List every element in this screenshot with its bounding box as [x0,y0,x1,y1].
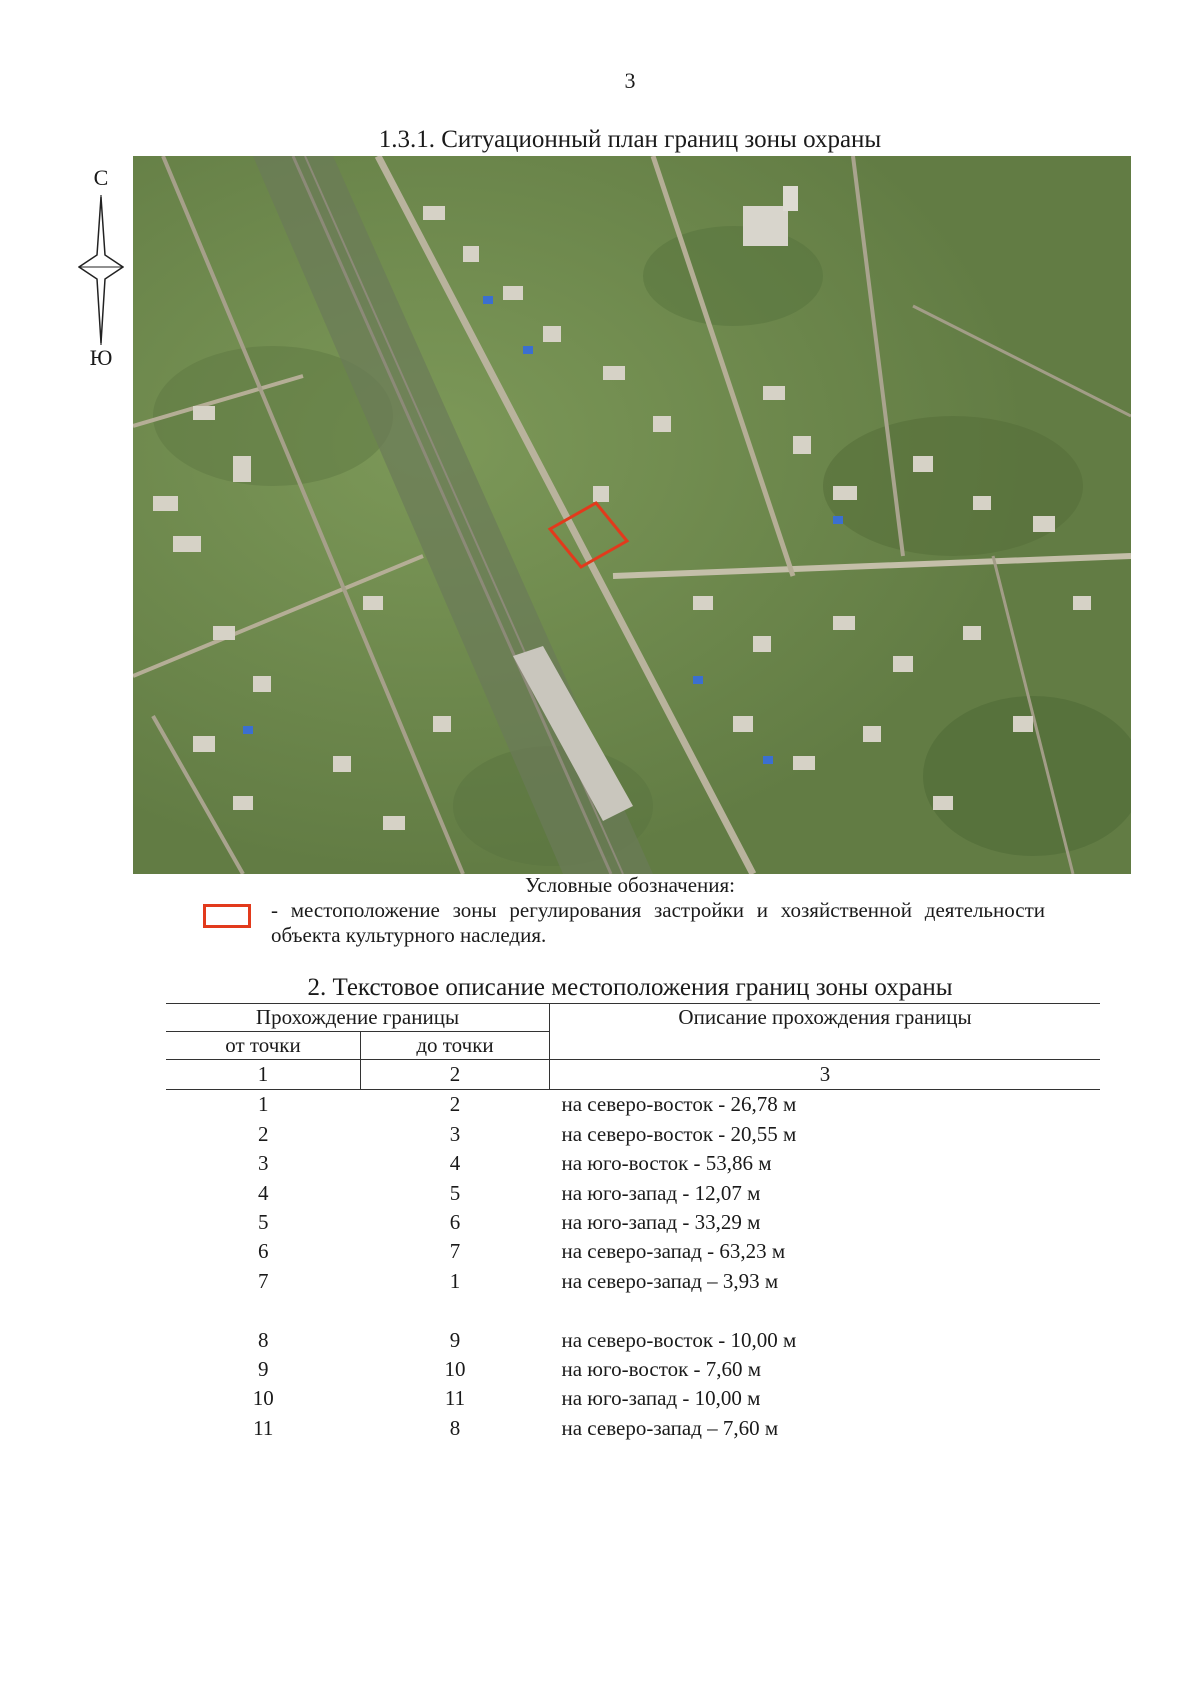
table-row [166,1414,1100,1443]
cell-description: на северо-запад – 3,93 м [561,1268,779,1293]
map-section-title: 1.3.1. Ситуационный план границ зоны охраны [378,126,882,153]
cell-from: 1 [258,1092,269,1117]
satellite-map-image [133,156,1131,874]
cell-to: 1 [449,1268,461,1293]
legend-title: Условные обозначения: [524,873,736,897]
cell-description: на северо-восток - 26,78 м [561,1092,797,1117]
cell-from: 8 [258,1327,269,1352]
table-row [166,1120,1100,1149]
cell-description: на северо-запад – 7,60 м [561,1415,779,1440]
north-arrow [78,165,124,375]
cell-to: 4 [449,1151,461,1176]
table-row [166,1237,1100,1266]
table-row [166,1326,1100,1355]
cell-from: 7 [258,1268,269,1293]
header-from: от точки [166,1032,361,1060]
column-number: 3 [550,1060,1101,1090]
column-number-row [166,1060,1100,1090]
cell-from: 10 [252,1386,274,1411]
situation-plan-map [133,156,1131,874]
table-row [166,1208,1100,1237]
cell-to: 8 [449,1415,461,1440]
table-row [166,1179,1100,1208]
cell-to: 7 [449,1239,461,1264]
legend-zone-swatch [203,904,251,928]
column-number: 1 [166,1060,361,1090]
cell-to: 11 [444,1386,466,1411]
header-description: Описание прохождения границы [550,1004,1101,1060]
page-number: 3 [624,68,636,93]
column-number: 2 [361,1060,550,1090]
cell-from: 9 [258,1357,269,1382]
cell-to: 3 [449,1121,461,1146]
cell-to: 6 [449,1210,461,1235]
group-spacer-row [166,1296,1100,1325]
table-row [166,1267,1100,1296]
cell-description: на юго-запад - 33,29 м [561,1210,761,1235]
cell-to: 5 [449,1180,461,1205]
boundary-description-table [166,1003,1100,1443]
header-passage: Прохождение границы [166,1004,550,1032]
table-row [166,1384,1100,1413]
cell-description: на северо-восток - 10,00 м [561,1327,797,1352]
cell-description: на северо-запад - 63,23 м [561,1239,786,1264]
cell-to: 2 [449,1092,461,1117]
cell-from: 3 [258,1151,269,1176]
legend-zone-text: - местоположение зоны регулирования застройки и хозяйственной деятельности объекта культурного наследия. [271,898,1045,947]
cell-description: на юго-восток - 7,60 м [561,1357,762,1382]
cell-from: 4 [258,1180,269,1205]
table-row [166,1090,1100,1120]
cell-from: 2 [258,1121,269,1146]
compass-north-label: С [93,165,109,190]
header-to: до точки [361,1032,550,1060]
cell-from: 6 [258,1239,269,1264]
cell-from: 11 [253,1415,274,1440]
table-row [166,1355,1100,1384]
cell-to: 10 [444,1357,466,1382]
table-row [166,1149,1100,1178]
compass-rose-icon [78,195,124,345]
cell-description: на юго-запад - 10,00 м [561,1386,761,1411]
cell-description: на юго-восток - 53,86 м [561,1151,772,1176]
cell-description: на северо-восток - 20,55 м [561,1121,797,1146]
table-section-title: 2. Текстовое описание местоположения границ зоны охраны [307,974,953,1001]
compass-south-label: Ю [89,345,113,370]
cell-from: 5 [258,1210,269,1235]
cell-description: на юго-запад - 12,07 м [561,1180,761,1205]
table-header-row [166,1004,1100,1032]
cell-to: 9 [449,1327,461,1352]
